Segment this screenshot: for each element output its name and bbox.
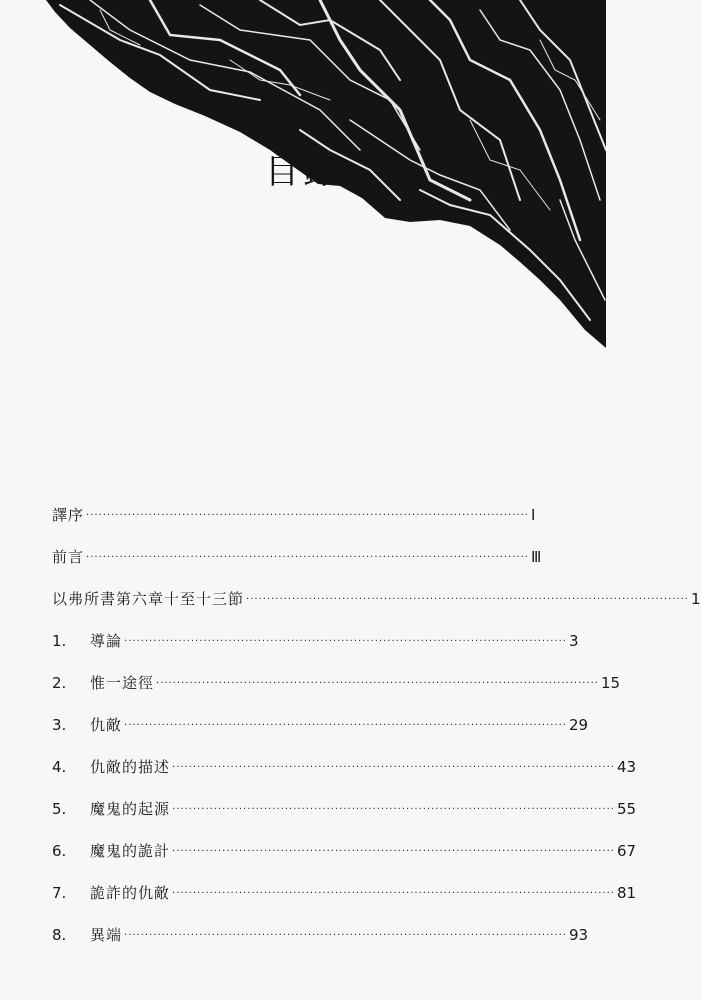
toc-entry xyxy=(52,608,579,650)
toc-entry xyxy=(52,650,621,692)
entry-number: 4. xyxy=(52,758,67,776)
entry-page: 93 xyxy=(568,926,589,944)
dot-leader: ·········································································································· xyxy=(172,762,615,773)
dot-leader: ·········································································································· xyxy=(246,594,689,605)
entry-title: 前言 xyxy=(52,548,85,566)
toc-entry xyxy=(52,734,637,776)
entry-title: 魔鬼的起源 xyxy=(90,800,171,818)
entry-title: 異端 xyxy=(90,926,123,944)
entry-page: 43 xyxy=(616,758,637,776)
toc-entry xyxy=(52,860,637,902)
dot-leader: ·········································································································· xyxy=(86,510,529,521)
entry-page: 1 xyxy=(690,590,701,608)
dot-leader: ·········································································································· xyxy=(172,888,615,899)
dot-leader: ·········································································································· xyxy=(124,930,567,941)
dot-leader: ·········································································································· xyxy=(172,846,615,857)
entry-number: 1. xyxy=(52,632,67,650)
entry-number: 7. xyxy=(52,884,67,902)
entry-page: 67 xyxy=(616,842,637,860)
entry-page: 15 xyxy=(600,674,621,692)
entry-title: 仇敵 xyxy=(90,716,123,734)
dot-leader: ·········································································································· xyxy=(86,552,529,563)
dot-leader: ·········································································································· xyxy=(172,804,615,815)
toc-entry xyxy=(52,482,536,524)
entry-page: Ⅰ xyxy=(530,506,536,524)
entry-title: 譯序 xyxy=(52,506,85,524)
entry-number: 5. xyxy=(52,800,67,818)
entry-title: 詭詐的仇敵 xyxy=(90,884,171,902)
entry-page: 3 xyxy=(568,632,579,650)
toc-entry xyxy=(52,776,637,818)
toc-entry xyxy=(52,524,542,566)
entry-page: 81 xyxy=(616,884,637,902)
dot-leader: ·········································································································· xyxy=(124,720,567,731)
entry-page: 29 xyxy=(568,716,589,734)
entry-number: 2. xyxy=(52,674,67,692)
toc-entry xyxy=(52,818,637,860)
entry-title: 仇敵的描述 xyxy=(90,758,171,776)
entry-title: 導論 xyxy=(90,632,123,650)
entry-number: 3. xyxy=(52,716,67,734)
entry-title: 魔鬼的詭計 xyxy=(90,842,171,860)
entry-title: 惟一途徑 xyxy=(90,674,155,692)
page-title: 目錄 xyxy=(265,152,341,192)
dot-leader: ·········································································································· xyxy=(156,678,599,689)
entry-number: 6. xyxy=(52,842,67,860)
toc-entry xyxy=(52,902,589,944)
toc-entry xyxy=(52,692,589,734)
entry-page: 55 xyxy=(616,800,637,818)
toc-entry xyxy=(52,566,701,608)
entry-page: Ⅲ xyxy=(530,548,542,566)
dot-leader: ·········································································································· xyxy=(124,636,567,647)
entry-title: 以弗所書第六章十至十三節 xyxy=(52,590,245,608)
table-of-contents xyxy=(52,482,701,944)
entry-number: 8. xyxy=(52,926,67,944)
